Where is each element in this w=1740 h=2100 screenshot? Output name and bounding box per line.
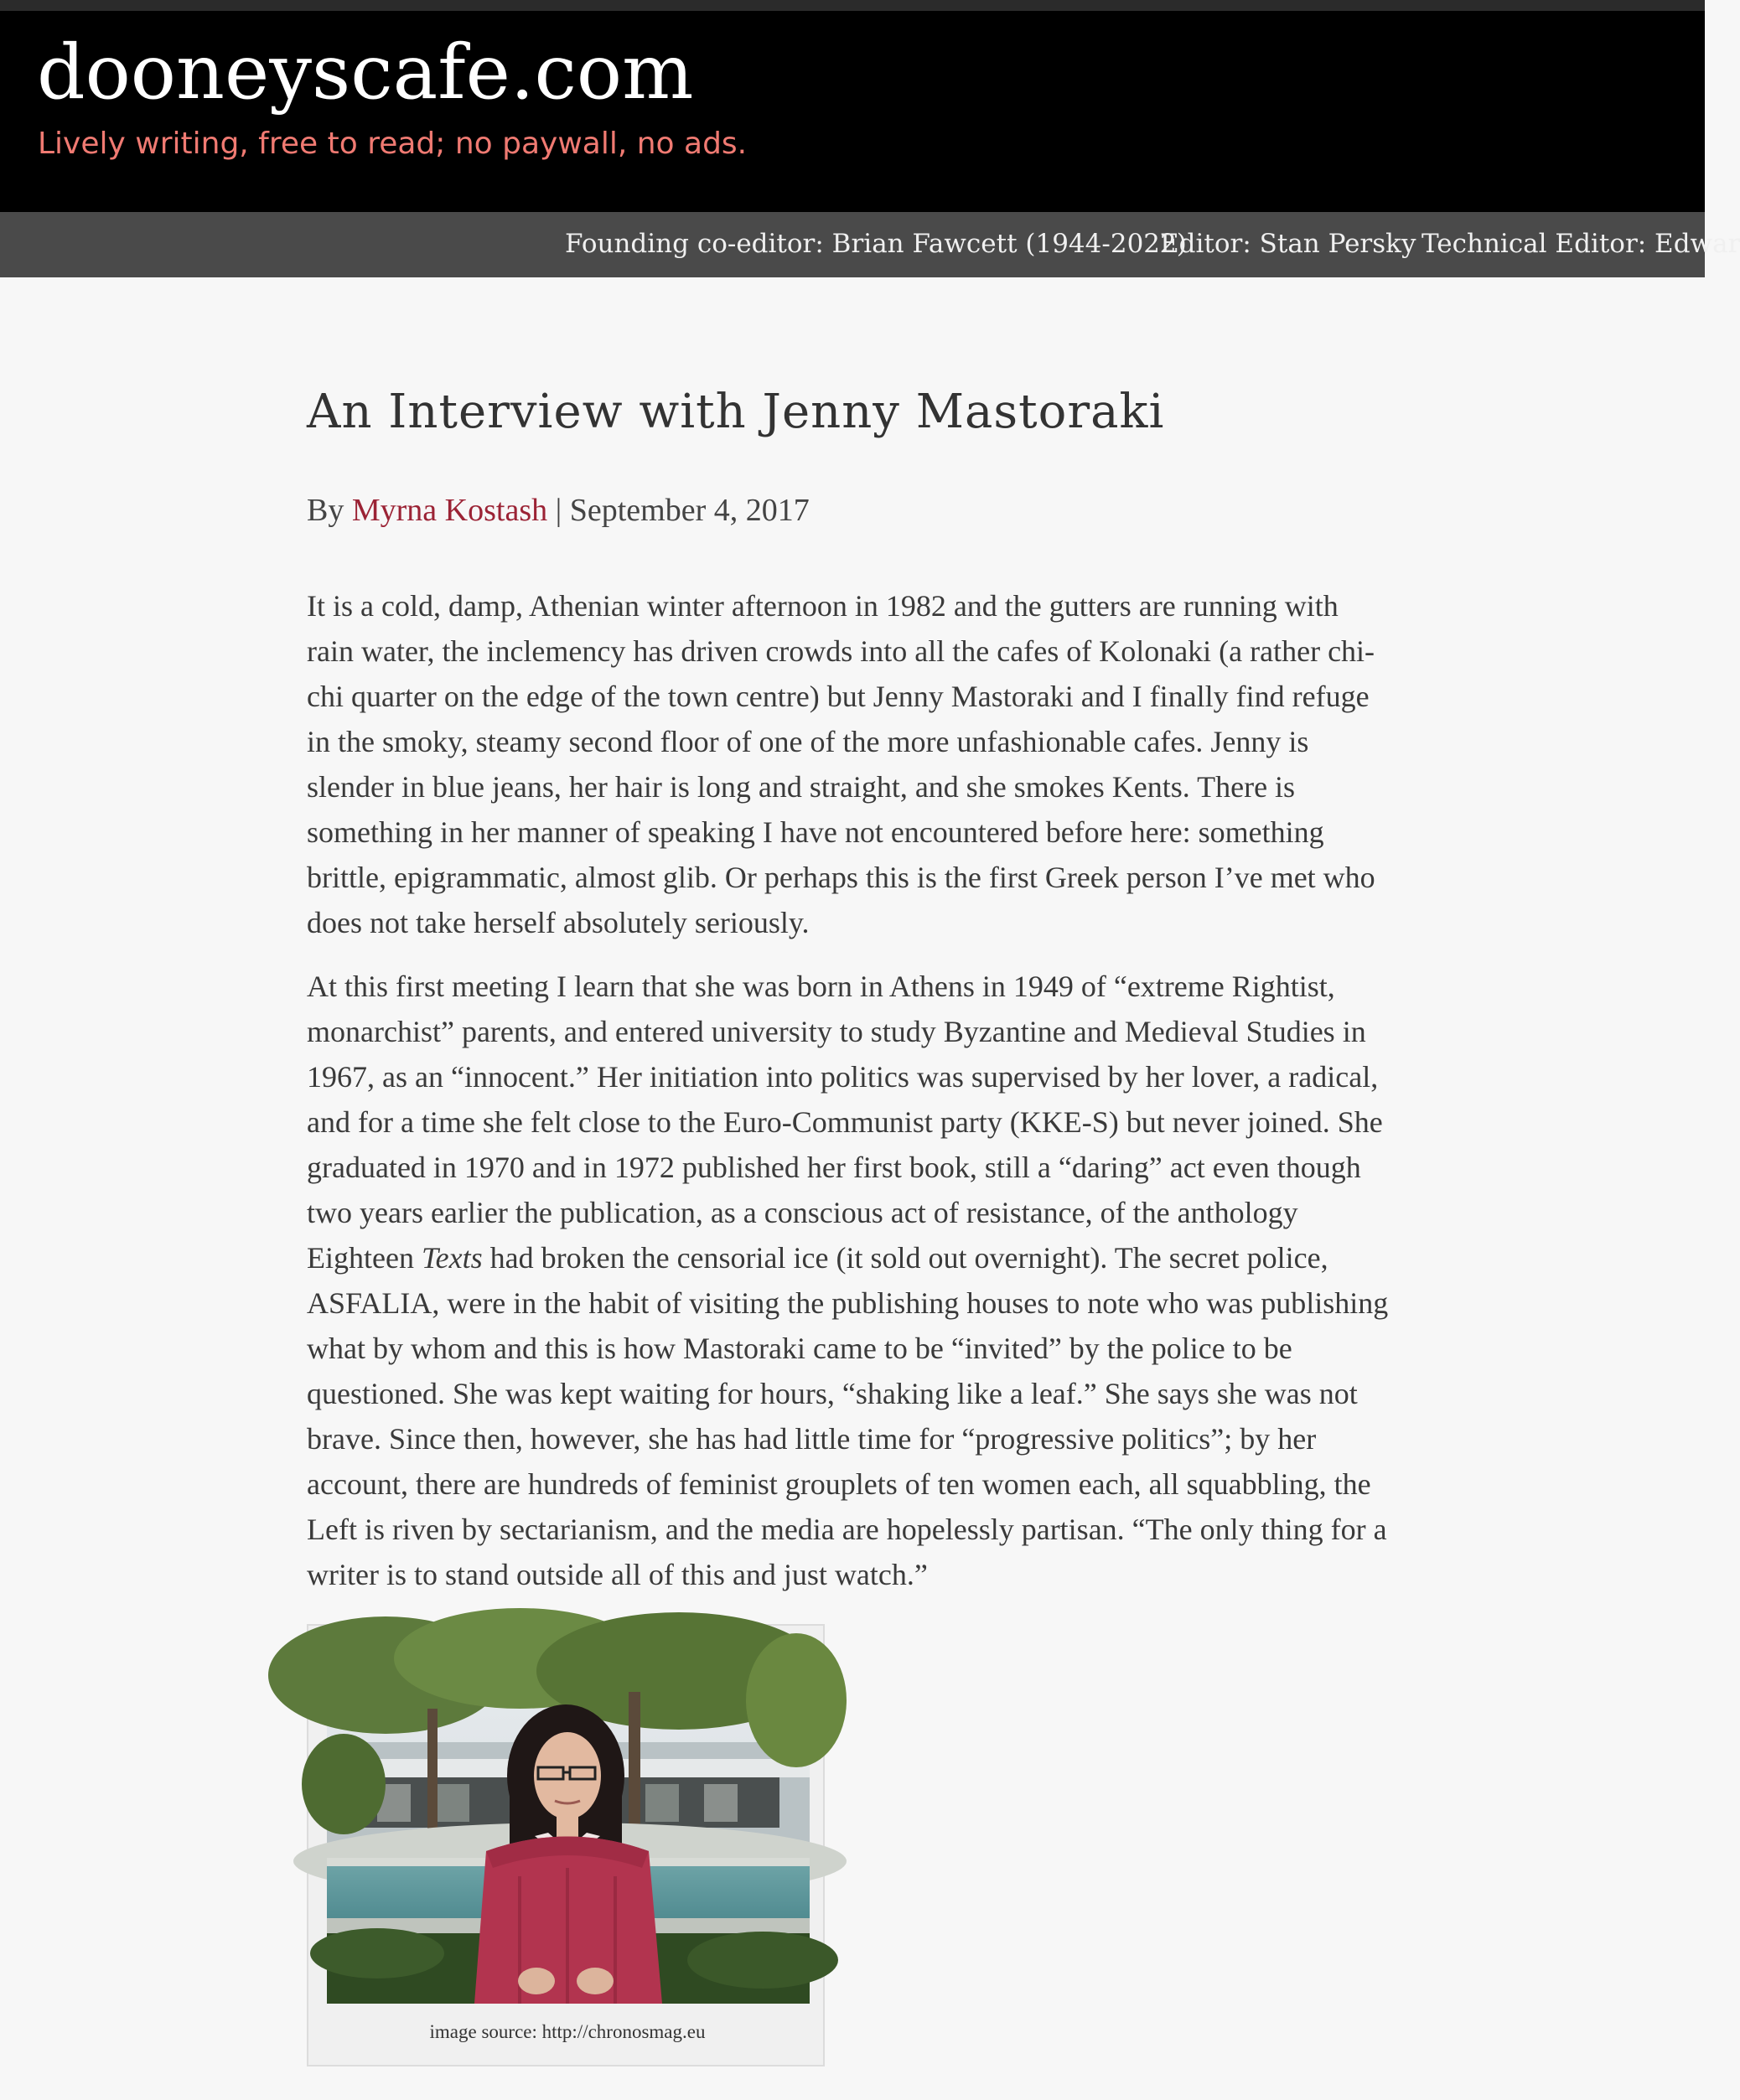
byline-separator: |	[555, 493, 562, 528]
paragraph-line: brittle, epigrammatic, almost glib. Or perhaps this is the first Greek person I’ve met who	[307, 861, 1375, 894]
book-title-italic: Texts	[421, 1241, 483, 1275]
site-tagline: Lively writing, free to read; no paywall, no ads.	[38, 127, 748, 161]
paragraph-line: Left is riven by sectarianism, and the media are hopelessly partisan. “The only thing for a	[307, 1513, 1387, 1546]
paragraph-line: brave. Since then, however, she has had little time for “progressive politics”; by her	[307, 1422, 1317, 1456]
portrait-photo[interactable]	[327, 1642, 810, 2004]
article-figure	[307, 1624, 825, 2066]
article-paragraph-1	[307, 583, 1497, 945]
paragraph-line: what by whom and this is how Mastoraki came to be “invited” by the police to be	[307, 1332, 1292, 1365]
article-title: An Interview with Jenny Mastoraki	[307, 385, 1165, 439]
paragraph-line: two years earlier the publication, as a conscious act of resistance, of the anthology	[307, 1196, 1298, 1229]
paragraph-line-with-italic	[307, 1235, 1497, 1280]
article-paragraph-2	[307, 964, 1497, 1597]
byline-prefix: By	[307, 493, 344, 528]
byline	[307, 488, 1497, 533]
paragraph-line: 1967, as an “innocent.” Her initiation into politics was supervised by her lover, a radical,	[307, 1060, 1379, 1094]
paragraph-line: account, there are hundreds of feminist grouplets of ten women each, all squabbling, the	[307, 1467, 1371, 1501]
line-text: had broken the censorial ice (it sold out overnight). The secret police,	[482, 1241, 1328, 1275]
paragraph-line: At this first meeting I learn that she was born in Athens in 1949 of “extreme Rightist,	[307, 970, 1335, 1003]
paragraph-line: slender in blue jeans, her hair is long and straight, and she smokes Kents. There is	[307, 770, 1296, 804]
article	[307, 380, 1497, 1597]
publish-date: September 4, 2017	[569, 493, 810, 528]
technical-editor-credit: Technical Editor: Edwar	[1422, 229, 1740, 259]
line-text: Eighteen	[307, 1241, 422, 1275]
paragraph-line: writer is to stand outside all of this and just watch.”	[307, 1558, 928, 1591]
paragraph-line: chi quarter on the edge of the town centre) but Jenny Mastoraki and I finally find refuge	[307, 680, 1370, 713]
paragraph-line: questioned. She was kept waiting for hours, “shaking like a leaf.” She says she was not	[307, 1377, 1358, 1410]
paragraph-line: ASFALIA, were in the habit of visiting the publishing houses to note who was publishing	[307, 1286, 1389, 1320]
author-link[interactable]: Myrna Kostash	[351, 493, 548, 528]
editors-bar	[0, 212, 1740, 277]
paragraph-line: rain water, the inclemency has driven crowds into all the cafes of Kolonaki (a rather chi-	[307, 634, 1375, 668]
image-caption: image source: http://chronosmag.eu	[429, 2021, 706, 2042]
editor-credit: Editor: Stan Persky	[1160, 229, 1416, 259]
site-title[interactable]: dooneyscafe.com	[37, 28, 694, 116]
paragraph-line: in the smoky, steamy second floor of one of the more unfashionable cafes. Jenny is	[307, 725, 1309, 758]
paragraph-line: does not take herself absolutely seriously.	[307, 906, 810, 939]
paragraph-line: monarchist” parents, and entered university to study Byzantine and Medieval Studies in	[307, 1015, 1366, 1048]
paragraph-line: and for a time she felt close to the Euro-Communist party (KKE-S) but never joined. She	[307, 1105, 1383, 1139]
browser-top-edge	[0, 0, 1705, 11]
paragraph-line: It is a cold, damp, Athenian winter afternoon in 1982 and the gutters are running with	[307, 589, 1339, 623]
paragraph-line: graduated in 1970 and in 1972 published her first book, still a “daring” act even though	[307, 1151, 1361, 1184]
paragraph-line: something in her manner of speaking I have not encountered before here: something	[307, 815, 1324, 849]
site-header	[0, 11, 1705, 212]
founding-coeditor-credit: Founding co-editor: Brian Fawcett (1944-2022)	[565, 229, 1187, 259]
